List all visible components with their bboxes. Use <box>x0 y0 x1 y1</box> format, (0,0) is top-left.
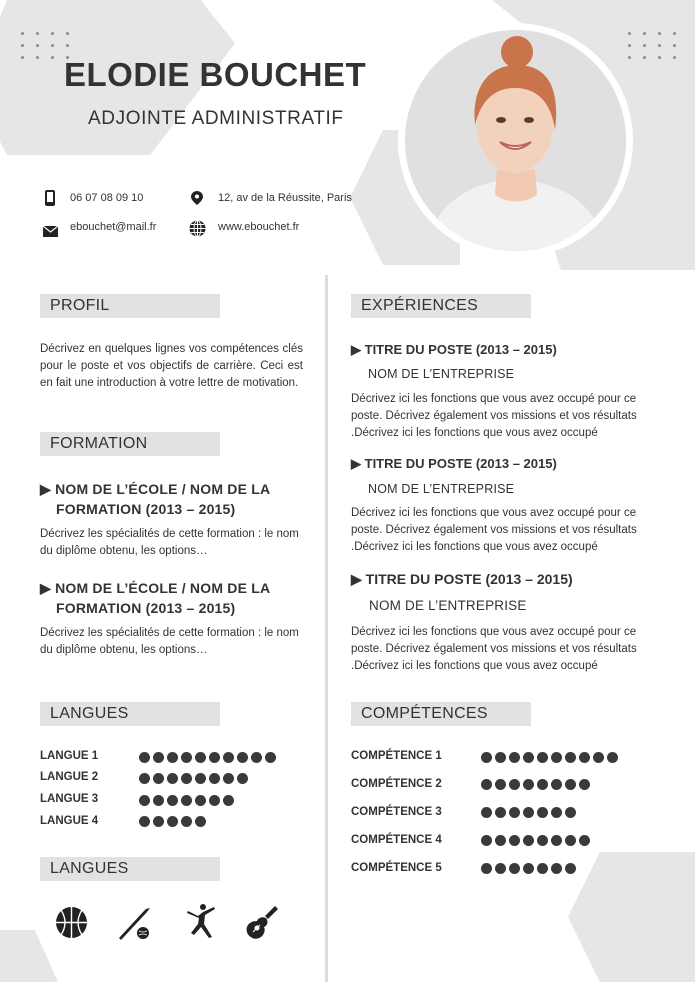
rating-dot <box>537 779 548 790</box>
dot-pattern-left <box>21 32 70 59</box>
competence-5-rating <box>481 863 576 874</box>
rating-dot <box>481 779 492 790</box>
rating-dot <box>551 779 562 790</box>
rating-dot <box>523 752 534 763</box>
rating-dot <box>195 795 206 806</box>
rating-dot <box>565 807 576 818</box>
address: 12, av de la Réussite, Paris <box>218 192 352 204</box>
rating-dot <box>265 752 276 763</box>
arrow-icon: ▶ <box>351 456 361 471</box>
bg-hexagon-bottom-right <box>568 852 695 982</box>
rating-dot <box>481 835 492 846</box>
rating-dot <box>181 795 192 806</box>
competence-1-label: COMPÉTENCE 1 <box>351 750 442 762</box>
rating-dot <box>139 773 150 784</box>
email-link[interactable]: ebouchet@mail.fr <box>70 221 157 233</box>
column-divider <box>325 275 328 982</box>
rating-dot <box>481 752 492 763</box>
rating-dot <box>481 863 492 874</box>
rating-dot <box>551 752 562 763</box>
langue-4-rating <box>139 816 206 827</box>
formation-item-1-title: ▶ NOM DE L’ÉCOLE / NOM DE LA FORMATION (2013 – 2015) <box>40 481 271 517</box>
competence-5-label: COMPÉTENCE 5 <box>351 862 442 874</box>
rating-dot <box>139 816 150 827</box>
competence-3-rating <box>481 807 576 818</box>
phone-number: 06 07 08 09 10 <box>70 192 144 204</box>
competences-heading: COMPÉTENCES <box>351 702 531 726</box>
experience-1-title: ▶ TITRE DU POSTE (2013 – 2015) <box>351 342 557 357</box>
rating-dot <box>509 779 520 790</box>
rating-dot <box>237 773 248 784</box>
bg-hexagon-bottom-left <box>0 930 58 982</box>
rating-dot <box>153 752 164 763</box>
rating-dot <box>167 752 178 763</box>
langue-1-rating <box>139 752 276 763</box>
dance-icon <box>186 903 218 944</box>
profile-photo <box>405 30 626 251</box>
rating-dot <box>251 752 262 763</box>
rating-dot <box>551 835 562 846</box>
rating-dot <box>537 752 548 763</box>
rating-dot <box>495 835 506 846</box>
rating-dot <box>495 779 506 790</box>
rating-dot <box>495 752 506 763</box>
experience-3-company: NOM DE L’ENTREPRISE <box>369 598 527 613</box>
rating-dot <box>509 863 520 874</box>
formation-heading: FORMATION <box>40 432 220 456</box>
experience-2-company: NOM DE L’ENTREPRISE <box>368 482 515 496</box>
formation-item-1-desc: Décrivez les spécialités de cette formation : le nom du diplôme obtenu, les options… <box>40 528 299 557</box>
guitar-icon <box>244 906 278 945</box>
rating-dot <box>167 773 178 784</box>
langue-2-rating <box>139 773 248 784</box>
rating-dot <box>167 816 178 827</box>
phone-icon <box>44 190 56 211</box>
rating-dot <box>181 752 192 763</box>
rating-dot <box>551 807 562 818</box>
rating-dot <box>551 863 562 874</box>
arrow-icon: ▶ <box>351 571 362 587</box>
competence-3-label: COMPÉTENCE 3 <box>351 806 442 818</box>
competence-2-label: COMPÉTENCE 2 <box>351 778 442 790</box>
rating-dot <box>579 779 590 790</box>
competence-4-rating <box>481 835 590 846</box>
experience-2-desc: Décrivez ici les fonctions que vous avez occupé pour ce poste. Décrivez également vos missions et vos résultats .Décrivez ici les fonctions que vous avez occupé <box>351 507 637 553</box>
rating-dot <box>509 835 520 846</box>
langue-2-label: LANGUE 2 <box>40 771 99 783</box>
rating-dot <box>181 816 192 827</box>
rating-dot <box>537 863 548 874</box>
interests-heading: LANGUES <box>40 857 220 881</box>
dot-pattern-right <box>628 32 677 59</box>
rating-dot <box>593 752 604 763</box>
rating-dot <box>209 773 220 784</box>
rating-dot <box>195 752 206 763</box>
experiences-heading: EXPÉRIENCES <box>351 294 531 318</box>
rating-dot <box>153 795 164 806</box>
rating-dot <box>523 863 534 874</box>
rating-dot <box>565 779 576 790</box>
rating-dot <box>167 795 178 806</box>
rating-dot <box>209 795 220 806</box>
rating-dot <box>209 752 220 763</box>
formation-item-2-desc: Décrivez les spécialités de cette formation : le nom du diplôme obtenu, les options… <box>40 627 299 656</box>
rating-dot <box>195 773 206 784</box>
profil-heading: PROFIL <box>40 294 220 318</box>
rating-dot <box>509 807 520 818</box>
experience-3-title: ▶ TITRE DU POSTE (2013 – 2015) <box>351 571 573 587</box>
langues-heading: LANGUES <box>40 702 220 726</box>
competence-1-rating <box>481 752 618 763</box>
rating-dot <box>237 752 248 763</box>
baseball-icon <box>117 906 153 945</box>
rating-dot <box>139 752 150 763</box>
rating-dot <box>495 863 506 874</box>
rating-dot <box>523 835 534 846</box>
profil-text: Décrivez en quelques lignes vos compétences clés pour le poste et vos objectifs de carrière. Ceci est en fait une introduction à votre lettre de motivation. <box>40 343 303 389</box>
rating-dot <box>495 807 506 818</box>
rating-dot <box>565 752 576 763</box>
candidate-name: ELODIE BOUCHET <box>64 56 367 93</box>
job-title: ADJOINTE ADMINISTRATIF <box>88 108 344 129</box>
rating-dot <box>153 773 164 784</box>
rating-dot <box>223 795 234 806</box>
rating-dot <box>579 752 590 763</box>
rating-dot <box>139 795 150 806</box>
rating-dot <box>181 773 192 784</box>
rating-dot <box>195 816 206 827</box>
rating-dot <box>523 807 534 818</box>
rating-dot <box>223 752 234 763</box>
rating-dot <box>565 835 576 846</box>
rating-dot <box>607 752 618 763</box>
rating-dot <box>537 807 548 818</box>
experience-2-title: ▶ TITRE DU POSTE (2013 – 2015) <box>351 456 557 471</box>
rating-dot <box>223 773 234 784</box>
experience-1-desc: Décrivez ici les fonctions que vous avez occupé pour ce poste. Décrivez également vos missions et vos résultats .Décrivez ici les fonctions que vous avez occupé <box>351 393 637 439</box>
experience-3-desc: Décrivez ici les fonctions que vous avez occupé pour ce poste. Décrivez également vos missions et vos résultats .Décrivez ici les fonctions que vous avez occupé <box>351 626 637 672</box>
langue-3-rating <box>139 795 234 806</box>
experience-1-company: NOM DE L’ENTREPRISE <box>368 367 515 381</box>
rating-dot <box>509 752 520 763</box>
email-icon <box>43 224 58 242</box>
rating-dot <box>565 863 576 874</box>
rating-dot <box>523 779 534 790</box>
basketball-icon <box>55 906 88 944</box>
website-link[interactable]: www.ebouchet.fr <box>218 221 300 233</box>
arrow-icon: ▶ <box>351 342 361 357</box>
globe-icon <box>189 220 206 242</box>
rating-dot <box>153 816 164 827</box>
competence-2-rating <box>481 779 590 790</box>
formation-item-2-title: ▶ NOM DE L’ÉCOLE / NOM DE LA FORMATION (2013 – 2015) <box>40 580 271 616</box>
arrow-icon: ▶ <box>40 481 51 497</box>
langue-1-label: LANGUE 1 <box>40 750 99 762</box>
arrow-icon: ▶ <box>40 580 51 596</box>
langue-3-label: LANGUE 3 <box>40 793 99 805</box>
rating-dot <box>579 835 590 846</box>
rating-dot <box>537 835 548 846</box>
rating-dot <box>481 807 492 818</box>
langue-4-label: LANGUE 4 <box>40 815 99 827</box>
location-pin-icon <box>191 191 203 210</box>
competence-4-label: COMPÉTENCE 4 <box>351 834 442 846</box>
